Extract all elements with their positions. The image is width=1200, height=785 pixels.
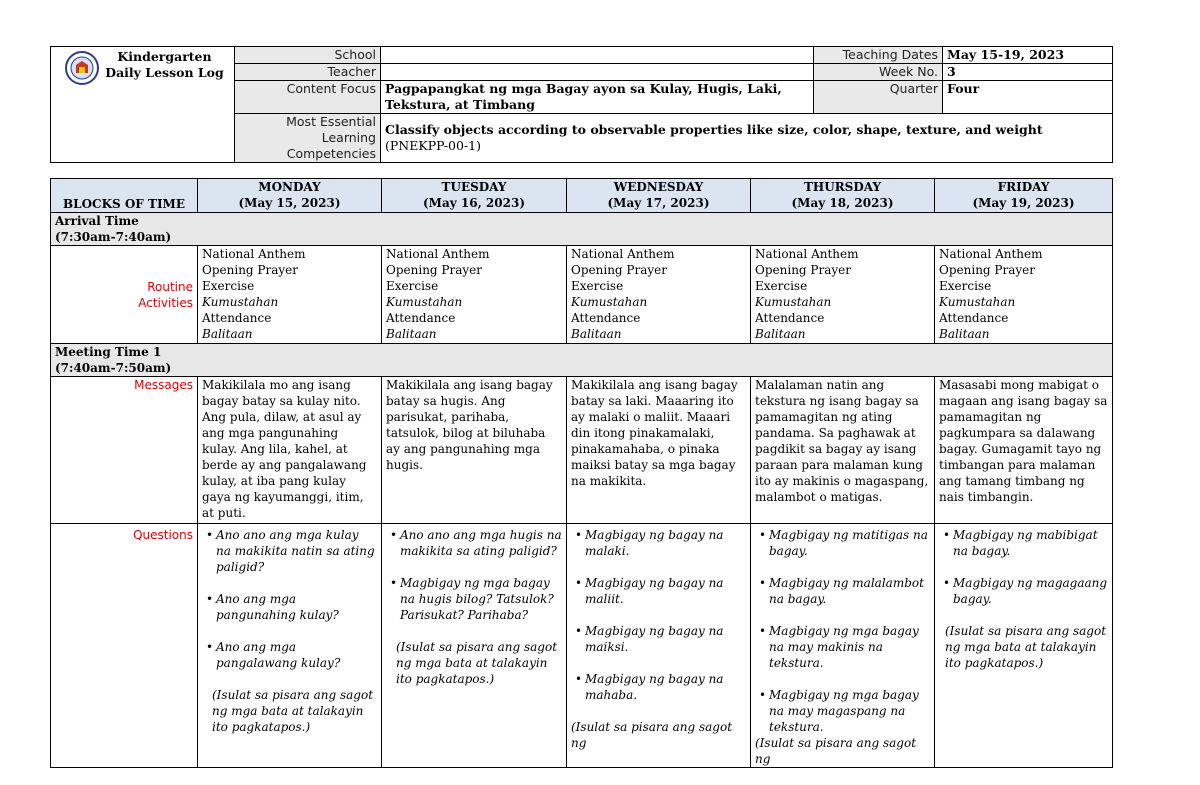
routine-item: National Anthem: [939, 247, 1043, 261]
questions-monday: [198, 524, 382, 768]
routine-item: National Anthem: [755, 247, 859, 261]
day-header-monday: [198, 179, 382, 213]
quarter-value: Four: [943, 81, 1113, 114]
question-note: (Isulat sa pisara ang sagot ng mga bata at talakayin ito pagkatapos.): [212, 688, 374, 734]
routine-thursday: [751, 246, 935, 344]
teacher-label: Teacher: [235, 64, 381, 81]
day-name: MONDAY: [258, 180, 321, 194]
blocks-of-time-header: BLOCKS OF TIME: [51, 179, 198, 213]
melc-label: Most Essential Learning Competencies: [235, 114, 381, 163]
routine-item: National Anthem: [202, 247, 306, 261]
routine-row: [51, 246, 1113, 344]
content-focus-value: Pagpapangkat ng mga Bagay ayon sa Kulay, Hugis, Laki, Tekstura, at Timbang: [381, 81, 814, 114]
arrival-time-row: [51, 213, 1113, 246]
question-note: (Isulat sa pisara ang sagot ng mga bata at talakayin ito pagkatapos.): [945, 624, 1107, 670]
routine-item: Exercise: [571, 279, 624, 293]
day-name: THURSDAY: [803, 180, 882, 194]
routine-item: Attendance: [755, 311, 825, 325]
routine-item: Balitaan: [755, 327, 806, 341]
day-name: WEDNESDAY: [613, 180, 704, 194]
routine-item: Exercise: [202, 279, 255, 293]
routine-item: Kumustahan: [571, 295, 648, 309]
melc-code: (PNEKPP-00-1): [385, 138, 482, 153]
day-date: (May 15, 2023): [238, 196, 341, 210]
question-item: • Magbigay ng bagay na mahaba.: [585, 671, 746, 703]
routine-item: Opening Prayer: [202, 263, 298, 277]
messages-label: Messages: [51, 377, 198, 524]
day-header-thursday: [751, 179, 935, 213]
question-item: • Ano ang mga pangalawang kulay?: [216, 639, 377, 671]
question-item: • Magbigay ng bagay na malaki.: [585, 527, 746, 559]
days-header-row: [51, 179, 1113, 213]
week-no-label: Week No.: [814, 64, 943, 81]
routine-item: National Anthem: [386, 247, 490, 261]
day-name: TUESDAY: [441, 180, 507, 194]
routine-item: Opening Prayer: [386, 263, 482, 277]
message-thursday: Malalaman natin ang tekstura ng isang bagay sa pamamagitan ng ating pandama. Sa paghawak at pagdikit sa bagay ay isang paraan para malaman kung ito ay makinis o magaspang, malambot o matigas.: [751, 377, 935, 524]
routine-item: Exercise: [386, 279, 439, 293]
question-item: • Magbigay ng mabibigat na bagay.: [953, 527, 1108, 559]
questions-wednesday: [567, 524, 751, 768]
title-cell: [51, 47, 235, 163]
routine-item: Attendance: [571, 311, 641, 325]
routine-wednesday: [567, 246, 751, 344]
message-wednesday: Makikilala ang isang bagay batay sa laki. Maaaring ito ay malaki o maliit. Maaari din itong pinakamalaki, pinakamahaba, o pinaka maiksi batay sa mga bagay na makikita.: [567, 377, 751, 524]
melc-value: Classify objects according to observable properties like size, color, shape, texture, and weight: [385, 122, 1043, 137]
routine-item: Opening Prayer: [571, 263, 667, 277]
day-date: (May 19, 2023): [972, 196, 1075, 210]
routine-item: Kumustahan: [939, 295, 1016, 309]
day-date: (May 16, 2023): [422, 196, 526, 210]
meeting-time-header: [51, 344, 1113, 377]
routine-monday: [198, 246, 382, 344]
question-item: • Magbigay ng mga bagay na may makinis na tekstura.: [769, 623, 930, 671]
school-label: School: [235, 47, 381, 64]
question-item: • Ano ano ang mga kulay na makikita natin sa ating paligid?: [216, 527, 377, 575]
day-header-friday: [935, 179, 1113, 213]
meeting-title: Meeting Time 1: [55, 345, 162, 359]
arrival-time-header: [51, 213, 1113, 246]
arrival-title: Arrival Time: [55, 214, 139, 228]
message-friday: Masasabi mong mabigat o magaan ang isang bagay sa pamamagitan ng pagkumpara sa dalawang bagay. Gumagamit tayo ng timbangan para malaman ang tamang timbang ng nais timbangin.: [935, 377, 1113, 524]
teacher-value: [381, 64, 814, 81]
question-item: • Magbigay ng bagay na maiksi.: [585, 623, 746, 655]
question-item: • Magbigay ng mga bagay na hugis bilog? Tatsulok? Parisukat? Parihaba?: [400, 575, 562, 623]
routine-item: Attendance: [202, 311, 272, 325]
day-date: (May 18, 2023): [791, 196, 894, 210]
questions-thursday: [751, 524, 935, 768]
messages-row: [51, 377, 1113, 524]
day-name: FRIDAY: [997, 180, 1050, 194]
routine-tuesday: [382, 246, 567, 344]
deped-seal-icon: [65, 51, 99, 85]
routine-item: Attendance: [386, 311, 456, 325]
arrival-time: (7:30am-7:40am): [55, 230, 172, 244]
meeting-time: (7:40am-7:50am): [55, 361, 172, 375]
routine-item: Attendance: [939, 311, 1009, 325]
question-item: • Magbigay ng magagaang bagay.: [953, 575, 1108, 607]
header-table: [50, 46, 1113, 163]
questions-row: [51, 524, 1113, 768]
quarter-label: Quarter: [814, 81, 943, 114]
questions-label: Questions: [51, 524, 198, 768]
routine-item: Balitaan: [386, 327, 437, 341]
routine-item: Balitaan: [202, 327, 253, 341]
day-header-wednesday: [567, 179, 751, 213]
question-item: • Ano ano ang mga hugis na makikita sa ating paligid?: [400, 527, 562, 559]
question-item: • Ano ang mga pangunahing kulay?: [216, 591, 377, 623]
question-item: • Magbigay ng bagay na maliit.: [585, 575, 746, 607]
question-note: (Isulat sa pisara ang sagot ng mga bata at talakayin ito pagkatapos.): [396, 640, 558, 686]
questions-tuesday: [382, 524, 567, 768]
message-tuesday: Makikilala ang isang bagay batay sa hugis. Ang parisukat, parihaba, tatsulok, bilog at biluhaba ay ang pangunahing mga hugis.: [382, 377, 567, 524]
routine-activities-label: [51, 246, 198, 344]
question-note: (Isulat sa pisara ang sagot ng: [755, 736, 917, 766]
routine-label-line-1: Routine: [147, 279, 193, 294]
question-item: • Magbigay ng matitigas na bagay.: [769, 527, 930, 559]
question-note: (Isulat sa pisara ang sagot ng: [571, 720, 733, 750]
routine-item: Balitaan: [939, 327, 990, 341]
questions-friday: [935, 524, 1113, 768]
title-line-1: Kindergarten: [117, 49, 212, 64]
routine-label-line-2: Activities: [138, 295, 193, 310]
content-focus-label: Content Focus: [235, 81, 381, 114]
melc-cell: [381, 114, 1113, 163]
routine-item: Kumustahan: [386, 295, 463, 309]
week-no-value: 3: [943, 64, 1113, 81]
routine-friday: [935, 246, 1113, 344]
teaching-dates-value: May 15-19, 2023: [943, 47, 1113, 64]
question-item: • Magbigay ng mga bagay na may magaspang na tekstura.: [769, 687, 930, 735]
school-value: [381, 47, 814, 64]
routine-item: Kumustahan: [755, 295, 832, 309]
day-date: (May 17, 2023): [607, 196, 710, 210]
day-header-tuesday: [382, 179, 567, 213]
meeting-time-row: [51, 344, 1113, 377]
routine-item: Kumustahan: [202, 295, 279, 309]
routine-item: Balitaan: [571, 327, 622, 341]
message-monday: Makikilala mo ang isang bagay batay sa kulay nito. Ang pula, dilaw, at asul ay ang mga pangunahing kulay. Ang lila, kahel, at berde ay ang pangalawang kulay, at iba pang kulay gaya ng kayumanggi, itim, at puti.: [198, 377, 382, 524]
routine-item: Opening Prayer: [939, 263, 1035, 277]
routine-item: National Anthem: [571, 247, 675, 261]
routine-item: Exercise: [755, 279, 808, 293]
lesson-log-table: [50, 178, 1113, 768]
title-line-2: Daily Lesson Log: [105, 65, 224, 80]
question-item: • Magbigay ng malalambot na bagay.: [769, 575, 930, 607]
routine-item: Exercise: [939, 279, 992, 293]
teaching-dates-label: Teaching Dates: [814, 47, 943, 64]
routine-item: Opening Prayer: [755, 263, 851, 277]
